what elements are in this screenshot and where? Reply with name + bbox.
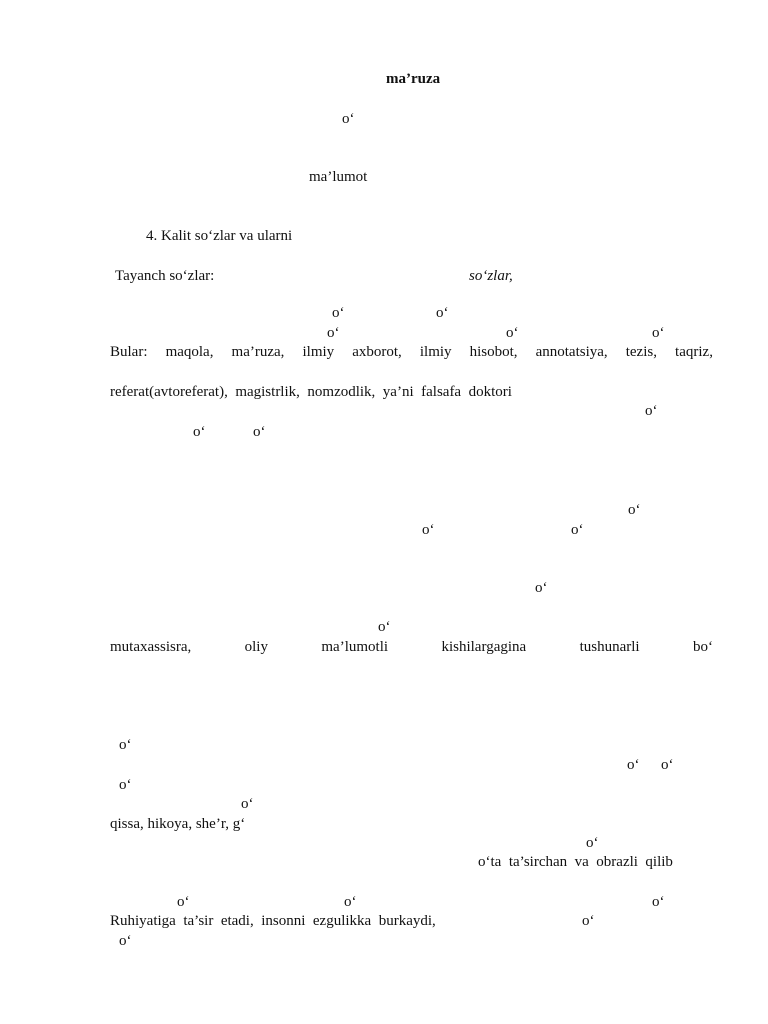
word: bo‘ [693,639,713,655]
keywords-value: so‘zlar, [469,268,513,284]
ota-line: o‘ta ta’sirchan va obrazli qilib [478,854,673,870]
fragment-o: o‘ [332,305,345,321]
word: axborot, [352,344,402,360]
fragment-o: o‘ [422,522,435,538]
word: tezis, [625,344,657,360]
fragment-malumot: ma’lumot [309,169,368,185]
fragment-o: o‘ [241,796,254,812]
word: tushunarli [579,639,640,655]
fragment-o: o‘ [119,737,132,753]
fragment-o: o‘ [628,502,641,518]
word: ma’lumotli [321,639,389,655]
section-title: 4. Kalit so‘zlar va ularni [146,228,293,244]
fragment-o: o‘ [177,894,190,910]
fragment-o: o‘ [119,933,132,949]
fragment-o: o‘ [436,305,449,321]
word: Bular: [110,344,148,360]
heading: ma’ruza [386,71,441,87]
ruhiyat-line: Ruhiyatiga ta’sir etadi, insonni ezgulikka burkaydi, [110,913,436,929]
fragment-o: o‘ [627,757,640,773]
word: oliy [244,639,268,655]
qissa-line: qissa, hikoya, she’r, g‘ [110,816,246,832]
word: mutaxassisra, [110,639,192,655]
bular-line [110,343,713,361]
fragment-o: o‘ [342,111,355,127]
fragment-o: o‘ [582,913,595,929]
keywords-label: Tayanch so‘zlar: [115,268,215,284]
word: ilmiy [419,344,452,360]
referat-line: referat(avtoreferat), magistrlik, nomzodlik, ya’ni falsafa doktori [110,384,512,400]
word: ilmiy [302,344,335,360]
fragment-o: o‘ [652,894,665,910]
word: kishilargagina [441,639,527,655]
fragment-o: o‘ [535,580,548,596]
fragment-o: o‘ [645,403,658,419]
fragment-o: o‘ [661,757,674,773]
word: maqola, [165,344,214,360]
word: annotatsiya, [535,344,608,360]
fragment-o: o‘ [253,424,266,440]
fragment-o: o‘ [344,894,357,910]
fragment-o: o‘ [506,325,519,341]
word: taqriz, [675,344,713,360]
fragment-o: o‘ [378,619,391,635]
word: hisobot, [469,344,518,360]
word: ma’ruza, [231,344,285,360]
fragment-o: o‘ [119,777,132,793]
mutaxassis-line [110,638,713,656]
fragment-o: o‘ [193,424,206,440]
fragment-o: o‘ [327,325,340,341]
fragment-o: o‘ [571,522,584,538]
fragment-o: o‘ [652,325,665,341]
fragment-o: o‘ [586,835,599,851]
